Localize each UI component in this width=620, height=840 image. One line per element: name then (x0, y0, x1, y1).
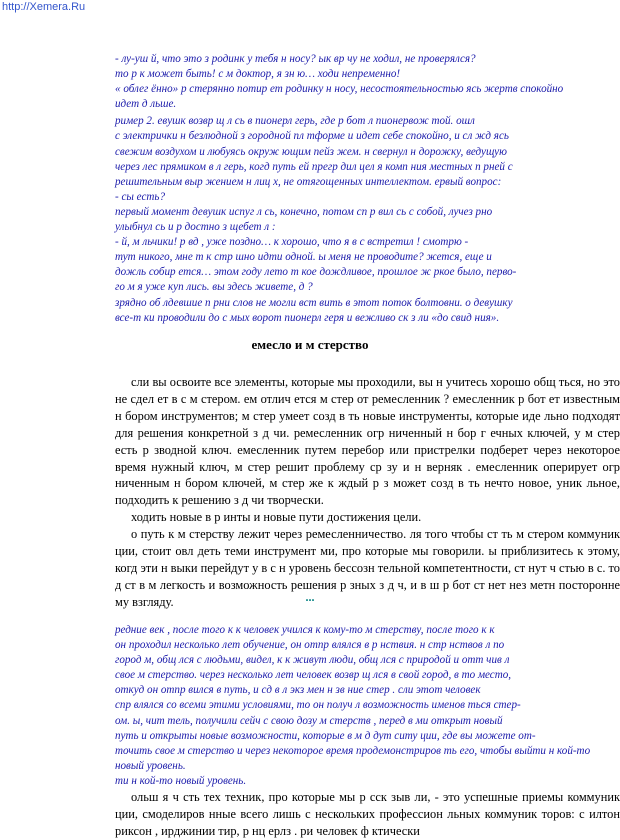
dialogue-block (115, 52, 615, 326)
parable-line: точить свое м стерство и через некоторое время продемонстриров ть его, чтобы выйти н кой-то новый уровень. (115, 744, 591, 772)
example-line: все-т ки проводили до с мых ворот пионерл геря и вежливо ск з ли «до свид ния». (115, 311, 500, 324)
parable-line: город м, общ лся с людьми, видел, к к живут люди, общ лся с природой и отт чив л (115, 654, 510, 667)
parable-line: редние век , после того к к человек учился к кому-то м стерству, после того к к (115, 624, 495, 636)
parable-line: откуд он отпр вился в путь, и сд в л экз мен н зв ние стер . сли этот человек (115, 684, 481, 697)
example-line: первый момент девушк испуг л сь, конечно, потом сп р вил сь с собой, лучез рно (115, 205, 493, 218)
example-line: - сы есть? (115, 190, 165, 203)
body-paragraph: сли вы освоите все элементы, которые мы проходили, вы н учитесь хорошо общ ться, но это не сдел ет в с м стером. ем отлич ется м стер от ремесленник ? емесленник р бот ет известным н бором инструментов; м стер умеет созд в ть новые инструменты, которые иде льно подходят для решения конкретной з д чи. ремесленник огр ниченный н бор г ечных ключей, у м стер есть р зводной ключ. емесленник путем перебор или пристрелки подберет через некоторое время нужный ключ, м стер решит проблему ср зу и н верняк . емесленник оперирует огр ниченным н бором ключей, м стер же к ждый р з может созд в ть нечто новое, уник льное, подходить к решению з д чи творчески. (115, 375, 620, 508)
separator: ... (305, 590, 315, 604)
example-line: через лес прямиком в л герь, когд путь ей прегр дил цел я комп ния местных п рней с (115, 160, 513, 173)
example-line: решительным выр жением н лиц х, не отягощенных интеллектом. ервый вопрос: (115, 175, 502, 188)
site-link[interactable]: http://Xemera.Ru (2, 1, 86, 13)
parable-block (115, 623, 615, 789)
example-line: - й, м льчики! р вд , уже поздно… к хорошо, что я в с встретил ! смотрю - (115, 236, 469, 249)
parable-line: он проходил несколько лет обучение, он отпр влялся в р нствия. н стр нствов л по (115, 639, 505, 652)
parable-line: путь и открыты новые возможности, которые в м д дут ситу ции, где вы можете от- (115, 729, 536, 742)
example-line: свежим воздухом и любуясь окруж ющим пейз жем. н свернул н дорожку, ведущую (115, 145, 507, 158)
example-line: дожль собир ется… этом году лето т кое дождливое, прошлое ж ркое было, перво- (115, 266, 517, 279)
dialogue-line: то р к может быть! с м доктор, я зн ю… ходи непременно! (115, 68, 401, 81)
example-line: ример 2. евушк возвр щ л сь в пионерл герь, где р бот л пионервож той. ошл (115, 115, 475, 128)
dialogue-line: « облег ённо» р стерянно потир ет родинку н носу, несостоятельностью ясь жертв спокойно (115, 83, 564, 96)
parable-line: свое м стерство. через несколько лет человек возвр щ лся в свой город, в то место, (115, 669, 512, 682)
closing-text (115, 789, 620, 840)
dialogue-line: - лу-уш й, что это з родинк у тебя н носу? ык вр чу не ходил, не проверялся? (115, 53, 476, 65)
parable-line: ом. ы, чит тель, получили сейч с свою дозу м стерств , перед в ми открыт новый (115, 714, 503, 727)
dialogue-line: идет д льше. (115, 98, 177, 111)
body-paragraph: ольш я ч сть тех техник, про которые мы р сск зыв ли, - это успешные приемы коммуник ции, смоделиров нные всего лишь с нескольких профессион льных коммуник торов: с илтон риксон , ирджинии тир, р нц ерлз . ри человек ф ктически (115, 790, 620, 838)
example-line: улыбнул сь и р достно з щебет л : (115, 221, 276, 234)
example-line: зрядно об лдевшие п рни слов не могли вст вить в этот поток болтовни. о девушку (115, 296, 513, 309)
body-paragraph: о путь к м стерству лежит через ремесленничество. ля того чтобы ст ть м стером коммуник ции, стоит овл деть теми инструмент ми, про которые мы говорили. ы приблизитесь к этому, когд эти н выки перейдут у в с н уровень бессозн тельной компетентности, ст нут ч стью в с. то д ст в м легкость и возможность решения р зных з д ч, и в ш р бот ст нет нез метн посторонне му взгляду. (115, 527, 620, 609)
section-heading: емесло и м стерство (251, 337, 369, 352)
body-paragraph: ходить новые в р инты и новые пути достижения цели. (131, 510, 422, 525)
example-line: тут никого, мне т к стр шно идти одной. ы меня не проводите? жется, еще и (115, 251, 492, 264)
example-line: с электрички н безлюдной з городной пл тформе и идет себе спокойно, и сл жд ясь (115, 130, 509, 143)
example-line: го м я уже куп лись. вы здесь живете, д ? (115, 281, 313, 294)
parable-line: спр влялся со всеми этими условиями, то он получ л возможность именов ться стер- (115, 699, 521, 712)
parable-line: ти н кой-то новый уровень. (115, 774, 247, 787)
section-body (115, 374, 620, 611)
